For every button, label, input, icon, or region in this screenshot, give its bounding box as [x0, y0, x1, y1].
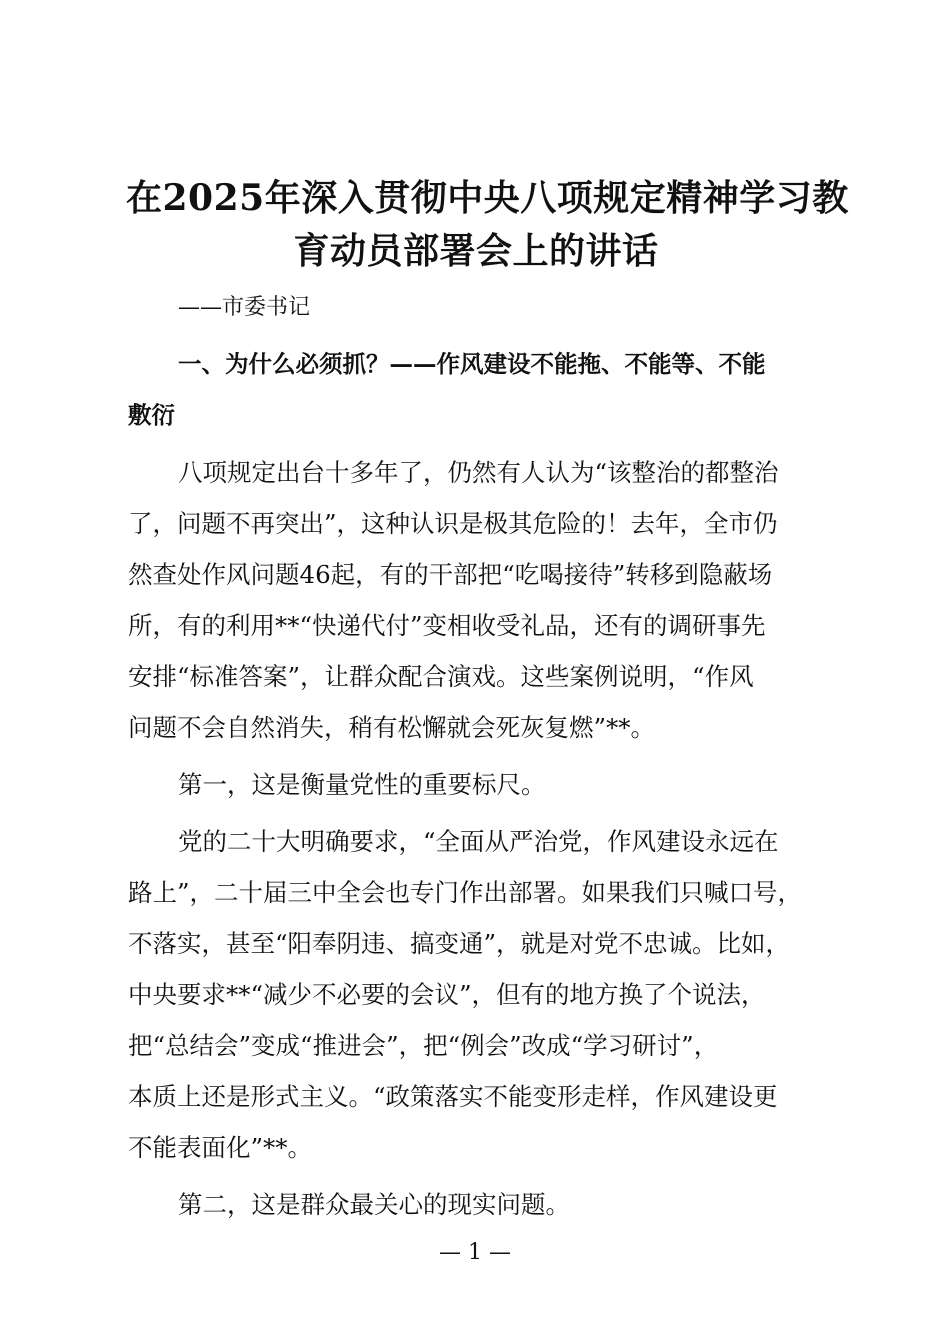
byline — [128, 282, 828, 333]
title-line-2: 育动员部署会上的讲话 — [293, 230, 659, 272]
paragraph-line: 问题不会自然消失，稍有松懈就会死灰复燃”**。 — [128, 713, 656, 742]
paragraph-line: 所，有的利用**“快递代付”变相收受礼品，还有的调研事先 — [128, 611, 766, 640]
page-number: — 1 — — [439, 1240, 511, 1265]
section-heading-1 — [128, 339, 828, 441]
paragraph-2 — [128, 759, 828, 810]
paragraph-line: 把“总结会”变成“推进会”，把“例会”改成“学习研讨”， — [128, 1031, 719, 1060]
paragraph-1 — [128, 447, 828, 753]
byline-text: ——市委书记 — [178, 295, 311, 320]
paragraph-line: 路上”，二十届三中全会也专门作出部署。如果我们只喊口号， — [128, 878, 803, 907]
document-body — [128, 282, 828, 1230]
paragraph-line: 不落实，甚至“阳奉阴违、搞变通”，就是对党不忠诚。比如， — [128, 929, 791, 958]
paragraph-line: 党的二十大明确要求，“全面从严治党，作风建设永远在 — [178, 827, 779, 856]
paragraph-line: 中央要求**“减少不必要的会议”，但有的地方换了个说法， — [128, 980, 766, 1009]
paragraph-3 — [128, 816, 828, 1173]
section-heading-line-1: 一、为什么必须抓？——作风建设不能拖、不能等、不能 — [178, 350, 766, 378]
paragraph-line: 八项规定出台十多年了，仍然有人认为“该整治的都整治 — [178, 458, 779, 487]
paragraph-line: 了，问题不再突出”，这种认识是极其危险的！去年，全市仍 — [128, 509, 778, 538]
paragraph-line: 然查处作风问题46起，有的干部把“吃喝接待”转移到隐蔽场 — [128, 560, 773, 589]
title-line-1: 在2025年深入贯彻中央八项规定精神学习教 — [126, 177, 849, 219]
paragraph-line: 第一，这是衡量党性的重要标尺。 — [178, 770, 546, 799]
paragraph-line: 安排“标准答案”，让群众配合演戏。这些案例说明，“作风 — [128, 662, 754, 691]
document-title — [126, 172, 849, 278]
paragraph-line: 本质上还是形式主义。“政策落实不能变形走样，作风建设更 — [128, 1082, 778, 1111]
paragraph-line: 不能表面化”**。 — [128, 1133, 313, 1162]
paragraph-4 — [128, 1179, 828, 1230]
paragraph-line: 第二，这是群众最关心的现实问题。 — [178, 1190, 570, 1219]
section-heading-line-2: 敷衍 — [128, 401, 175, 429]
